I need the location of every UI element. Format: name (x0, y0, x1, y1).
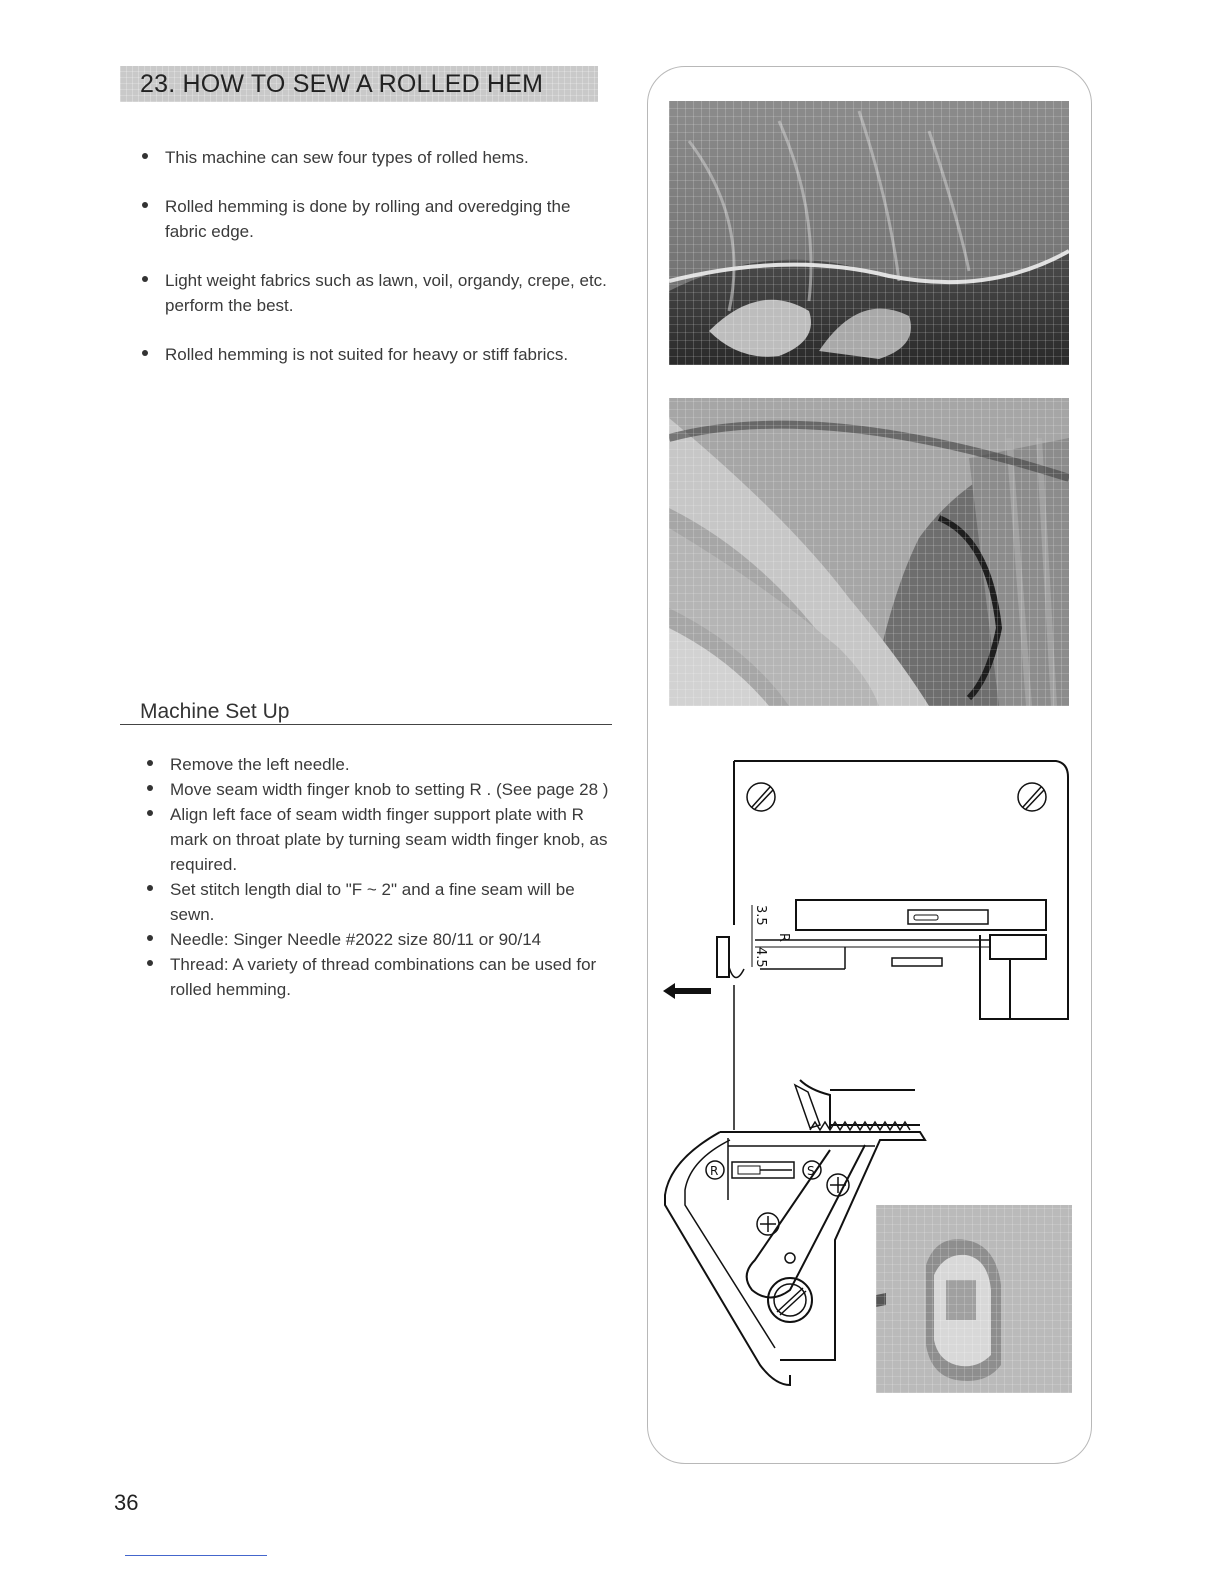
footer-divider (125, 1555, 267, 1556)
list-item: Move seam width finger knob to setting R . (See page 28 ) (145, 777, 610, 802)
list-item: Align left face of seam width finger support plate with R mark on throat plate by turning seam width finger knob, as required. (145, 802, 610, 877)
skirt-hem-photo (669, 101, 1069, 365)
setup-heading-text: Machine Set Up (140, 700, 290, 723)
knob-closeup-photo (876, 1205, 1072, 1393)
list-item: Set stitch length dial to "F ~ 2" and a fine seam will be sewn. (145, 877, 610, 927)
knob-left-letter: R (710, 1164, 719, 1178)
list-item: Light weight fabrics such as lawn, voil, organdy, crepe, etc. perform the best. (140, 268, 610, 318)
list-item: This machine can sew four types of rolled hems. (140, 145, 610, 170)
setup-heading (120, 700, 612, 725)
section-title: 23. HOW TO SEW A ROLLED HEM (140, 70, 544, 98)
list-item: Remove the left needle. (145, 752, 610, 777)
fabric-closeup-photo (669, 398, 1069, 706)
page-number: 36 (114, 1490, 139, 1515)
list-item: Rolled hemming is not suited for heavy or stiff fabrics. (140, 342, 610, 367)
left-arrow-icon (663, 983, 711, 999)
list-item: Thread: A variety of thread combinations can be used for rolled hemming. (145, 952, 610, 1002)
list-item: Rolled hemming is done by rolling and overedging the fabric edge. (140, 194, 610, 244)
knob-right-letter: S (807, 1164, 815, 1178)
throat-plate-diagram (700, 755, 1080, 1030)
setup-bullet-list (145, 752, 610, 1002)
scale-label-2: 4.5 (753, 947, 768, 968)
scale-label-1: 3.5 (753, 905, 768, 926)
plate-r-mark: R (776, 933, 791, 943)
section-title-bar (120, 66, 598, 102)
list-item: Needle: Singer Needle #2022 size 80/11 or 90/14 (145, 927, 610, 952)
intro-bullet-list (140, 145, 610, 391)
